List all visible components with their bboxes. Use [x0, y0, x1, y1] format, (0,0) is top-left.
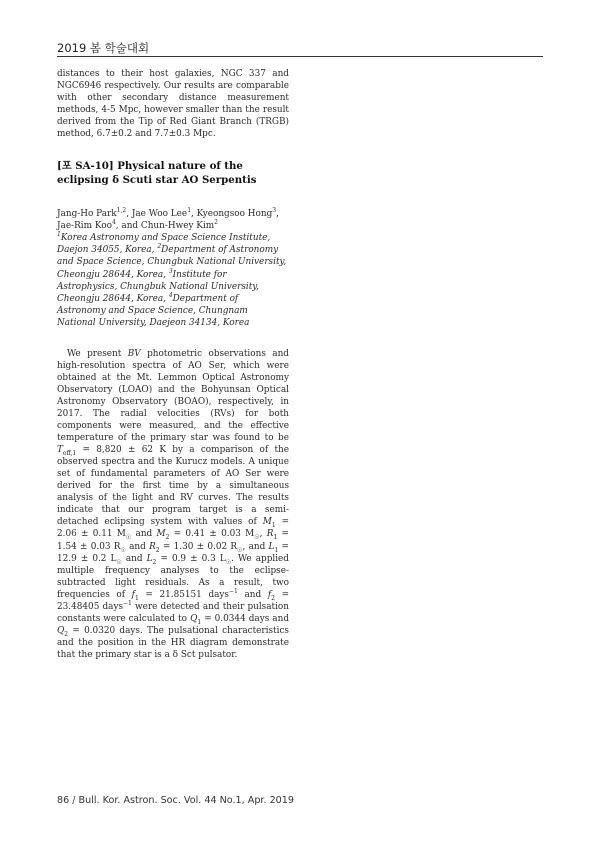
previous-abstract-text: distances to their host galaxies, NGC 337 and NGC6946 respectively. Our results are comparable with other secondary distance measurement methods, 4-5 Mpc, however smaller than the result derived from the Tip of Red Giant Branch (TRGB) method, 6.7±0.2 and 7.7±0.3 Mpc.	[57, 69, 289, 140]
text-column	[57, 68, 289, 661]
page-footer: 86 / Bull. Kor. Astron. Soc. Vol. 44 No.1, Apr. 2019	[57, 795, 294, 806]
abstract-body: We present BV photometric observations and high-resolution spectra of AO Ser, which were obtained at the Mt. Lemmon Optical Astronomy Observatory (LOAO) and the Bohyunsan Optical Astronomy Observatory (BOAO), respectively, in 2017. The radial velocities (RVs) for both components were measured, and the effective temperature of the primary star was found to be $T_{eff,1} = 8,820 \pm 62$ K by a comparison of the observed spectra and the Kurucz models. A unique set of fundamental parameters of AO Ser were derived for the first time by a simultaneous analysis of the light and RV curves. The results indicate that our program target is a semi-detached eclipsing system with values of $M_1 = 2.06 \pm 0.11$ $M_☉$ and $M_2 = 0.41 \pm 0.03$ $M_☉$, $R_1 = 1.54 \pm 0.03$ $R_☉$ and $R_2 = 1.30 \pm 0.02$ $R_☉$, and $L_1 = 12.9 \pm 0.2$ $L_☉$ and $L_2 = 0.9 \pm 0.3$ $L_☉$. We applied multiple frequency analyses to the eclipse-subtracted light residuals. As a result, two frequencies of $f_1 = 21.85151$ days$^{-1}$ and $f_2 = 23.48405$ days$^{-1}$ were detected and their pulsation constants were calculated to $Q_1 = 0.0344$ days and $Q_2 = 0.0320$ days. The pulsational characteristics and the position in the HR diagram demonstrate that the primary star is a δ Sct pulsator.	[57, 348, 290, 660]
author-list: Jang-Ho Park$^{1,2}$, Jae Woo Lee$^1$, Kyeongsoo Hong$^3$, Jae-Rim Koo$^4$, and Chun-Hwey Kim$^2$	[57, 207, 279, 232]
affiliations: $^1$Korea Astronomy and Space Science Institute, Daejon 34055, Korea, $^2$Department of Astronomy and Space Science, Chungbuk National University, Cheongju 28644, Korea, $^3$Institute for Astrophysics, Chungbuk National University, Cheongju 28644, Korea, $^4$Department of Astronomy and Space Science, Chungnam National University, Daejeon 34134, Korea	[57, 231, 287, 328]
header-divider	[57, 56, 543, 57]
abstract-title: [포 SA-10] Physical nature of the eclipsing δ Scuti star AO Serpentis	[57, 160, 257, 186]
running-header: 2019 봄 학술대회	[57, 41, 150, 55]
